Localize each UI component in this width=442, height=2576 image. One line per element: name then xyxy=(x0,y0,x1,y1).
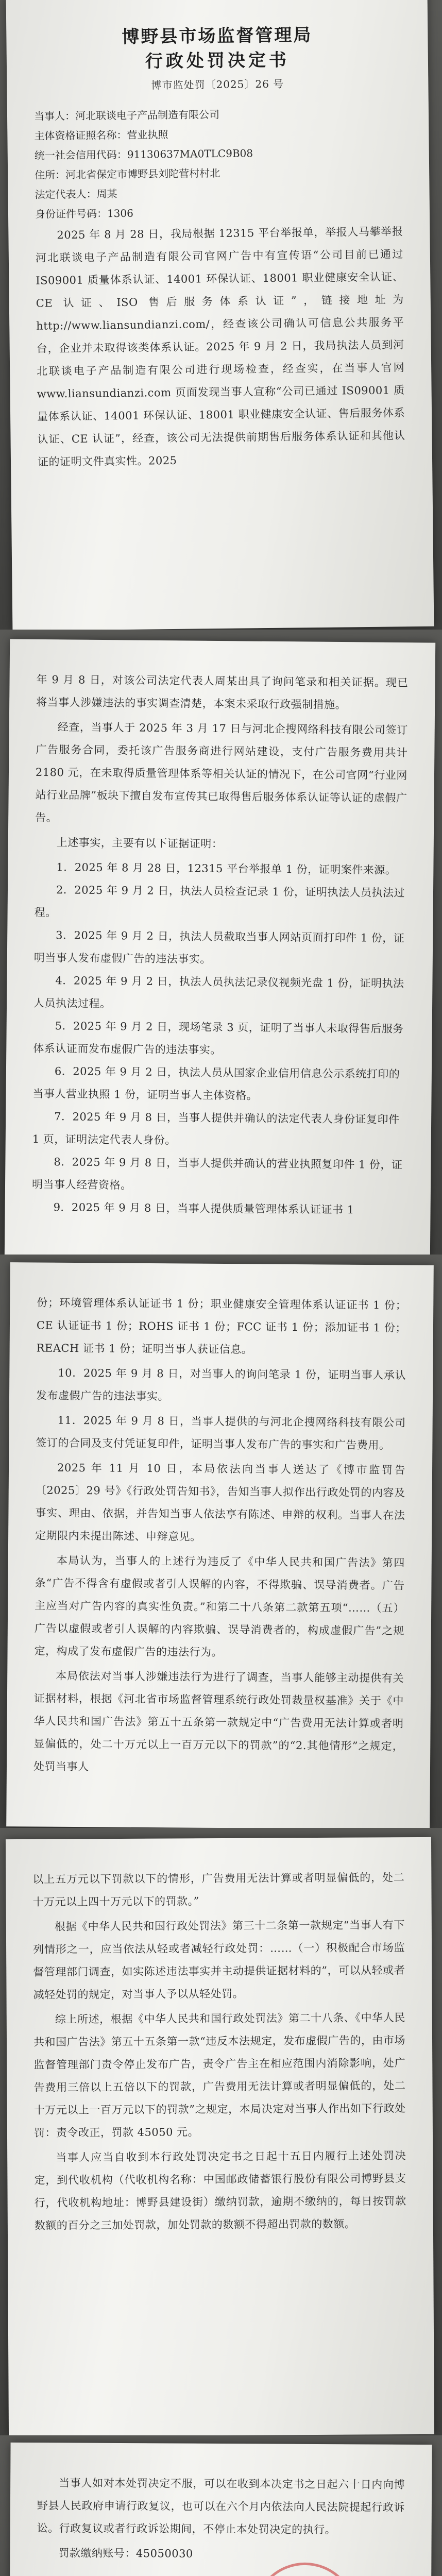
evidence-item: 5．2025 年 9 月 2 日，现场笔录 3 页，证明了当事人未取得售后服务体系认证而发布虚假广告的违法事实。 xyxy=(33,1020,404,1057)
document-page-4 xyxy=(0,1828,442,2435)
case-paragraph: 2025 年 11 月 10 日，本局依法向当事人送达了《博市监罚告〔2025〕29 号》《行政处罚告知书》，告知当事人拟作出行政处罚的内容及事实、理由、依据，并告知当事人依法享有陈述、申辩的权利。当事人在法定期限内未提出陈述、申辩意见。 xyxy=(35,1461,406,1543)
party-id-number: 身份证件号码：1306 xyxy=(35,207,134,221)
document-header xyxy=(33,22,401,93)
case-paragraph: 根据《中华人民共和国行政处罚法》第三十二条第一款规定“当事人有下列情形之一，应当依法从轻或者减轻行政处罚：……（一）积极配合市场监督管理部门调查，如实陈述违法事实并主动提供证据材料的”，可以从轻或者减轻处罚的规定，对当事人予以从轻处罚。 xyxy=(33,1919,405,2001)
party-credit-code: 统一社会信用代码：91130637MA0TLC9B08 xyxy=(34,147,253,162)
case-paragraph: 本局依法对当事人涉嫌违法行为进行了调查，当事人能够主动提供有关证据材料，根据《河北省市场监督管理系统行政处罚裁量权基准》关于《中华人民共和国广告法》第五十五条第一款规定中“广告费用无法计算或者明显偏低的，处二十万元以上一百万元以下的罚款”的“2.其他情形”之规定，处罚当事人 xyxy=(33,1669,404,1773)
document-page-3 xyxy=(0,1255,442,1828)
evidence-list xyxy=(31,856,406,1222)
evidence-item: 4．2025 年 9 月 2 日，执法人员执法记录仪视频光盘 1 份，证明执法人员执法过程。 xyxy=(33,974,404,1010)
party-legal-rep: 法定代表人：周某 xyxy=(35,188,117,201)
paper-sheet xyxy=(5,639,435,1255)
evidence-item: 2．2025 年 9 月 2 日，执法人员检查记录 1 份，证明执法人员执法过程。 xyxy=(34,884,405,919)
case-paragraph: 当事人应当自收到本行政处罚决定书之日起十五日内履行上述处罚决定，到代收机构（代收机构名称：中国邮政储蓄银行股份有限公司博野县支行，代收机构地址：博野县建设街）缴纳罚款，逾期不缴纳的，每日按罚款数额的百分之三加处罚款，加处罚款的数额不得超出罚款的数额。 xyxy=(34,2149,406,2232)
evidence-item: 8．2025 年 9 月 8 日，当事人提供并确认的营业执照复印件 1 份，证明当事人经营资格。 xyxy=(31,1156,403,1192)
evidence-item: 3．2025 年 9 月 2 日，执法人员截取当事人网站页面打印件 1 份，证明当事人发布虚假广告的违法事实。 xyxy=(33,929,405,965)
case-paragraph: 经查，当事人于 2025 年 3 月 17 日与河北企搜网络科技有限公司签订广告服务合同，委托该广告服务商进行网站建设，支付广告服务费用共计 2180 元，在未取得质量管理体系等相关认证的情况下，在公司官网“行业网站行业品牌”板块下擅自发布宣传其已取得售后服务体系认证等认证的虚假广告。 xyxy=(35,721,408,824)
paper-sheet xyxy=(6,0,434,630)
party-license-type: 主体资格证照名称：营业执照 xyxy=(34,128,168,142)
case-paragraph: 10．2025 年 9 月 8 日，对当事人的询问笔录 1 份，证明当事人承认发布虚假广告的违法事实。 xyxy=(36,1366,406,1403)
evidence-item: 9．2025 年 9 月 8 日，当事人提供质量管理体系认证证书 1 xyxy=(53,1201,354,1216)
case-paragraph: 2025 年 8 月 28 日，我局根据 12315 平台举报单，举报人马攀举报河北联谈电子产品制造有限公司官网广告中有宣传语“公司目前已通过 IS09001 质量体系认证、14001 环保认证、18001 职业健康安全认证、CE 认证、ISO 售后服务体系认证”，链接地址为 http://www.liansundianzi.com/，经查该公司确认可信息公共服务平台，企业并未取得该类体系认证。2025 年 9 月 2 日，我局执法人员到河北联谈电子产品制造有限公司进行现场检查，经查实，在当事人官网 www.liansundianzi.com 页面发现当事人宣称“公司已通过 IS09001 质量体系认证、14001 环保认证、18001 职业健康安全认证、售后服务体系认证、CE 认证”，经查，该公司无法提供前期售后服务体系认证和其他认证的证明文件真实性。2025 xyxy=(35,225,405,468)
evidence-item: 6．2025 年 9 月 2 日，执法人员从国家企业信用信息公示系统打印的当事人营业执照 1 份，证明当事人主体资格。 xyxy=(32,1065,400,1102)
case-paragraph: 11．2025 年 9 月 8 日，当事人提供的与河北企搜网络科技有限公司签订的合同及支付凭证复印件，证明当事人发布广告的事实和广告费用。 xyxy=(36,1414,406,1452)
document-page-5 xyxy=(0,2435,442,2576)
document-page-1 xyxy=(0,0,442,630)
case-paragraph: 综上所述，根据《中华人民共和国行政处罚法》第二十八条、《中华人民共和国广告法》第五十五条第一款“违反本法规定，发布虚假广告的，由市场监督管理部门责令停止发布广告，责令广告主在相应范围内消除影响，处广告费用三倍以上五倍以下的罚款，广告费用无法计算或者明显偏低的，处二十万元以上一百万元以下的罚款”之规定，本局决定对当事人作出如下行政处罚：责令改正，罚款 45050 元。 xyxy=(33,2011,406,2139)
paper-sheet xyxy=(6,1262,434,1828)
case-paragraph: 年 9 月 8 日，对该公司法定代表人周某出具了询问笔录和相关证据。现已将当事人涉嫌违法的事实调查清楚，本案未采取行政强制措施。 xyxy=(36,673,409,711)
paper-sheet xyxy=(8,2443,432,2576)
evidence-item: 7．2025 年 9 月 8 日，当事人提供并确认的法定代表人身份证复印件 1 页，证明法定代表人身份。 xyxy=(32,1110,400,1147)
case-paragraph: 以上五万元以下罚款以下的情形，广告费用无法计算或者明显偏低的，处二十万元以上四十万元以下的罚款。” xyxy=(32,1871,405,1908)
party-address: 住所：河北省保定市博野县刘陀营村村北 xyxy=(35,166,220,181)
party-name: 当事人：河北联谈电子产品制造有限公司 xyxy=(33,108,220,123)
document-page-2 xyxy=(0,630,442,1255)
party-info xyxy=(34,103,403,224)
document-title: 行政处罚决定书 xyxy=(145,49,290,72)
payment-account: 罚款缴纳账号：45050030 xyxy=(58,2547,193,2560)
case-paragraph: 本局认为，当事人的上述行为违反了《中华人民共和国广告法》第四条“广告不得含有虚假或者引人误解的内容，不得欺骗、误导消费者。广告主应当对广告内容的真实性负责。”和第二十八条第二款第五项“……（五）广告以虚假或者引人误解的内容欺骗、误导消费者的，构成虚假广告”之规定，构成了发布虚假广告的违法行为。 xyxy=(34,1554,405,1659)
case-paragraph: 当事人如对本处罚决定不服，可以在收到本决定书之日起六十日内向博野县人民政府申请行政复议，也可以在六个月内依法向人民法院提起行政诉讼。行政复议或者行政诉讼期间，不停止本处罚决定的执行。 xyxy=(37,2477,405,2536)
case-paragraph: 上述事实，主要有以下证据证明： xyxy=(56,836,223,851)
evidence-item: 1．2025 年 8 月 28 日，12315 平台举报单 1 份，证明案件来源。 xyxy=(56,861,397,876)
paper-sheet xyxy=(6,1837,434,2435)
document-number: 博市监处罚〔2025〕26 号 xyxy=(151,77,284,92)
case-paragraph: 份；环境管理体系认证证书 1 份；职业健康安全管理体系认证证书 1 份；CE 认证证书 1 份；ROHS 证书 1 份；FCC 证书 1 份；添加证书 1 份；REACH 证书 1 份；证明当事人获证信息。 xyxy=(36,1296,407,1356)
agency-name: 博野县市场监督管理局 xyxy=(122,25,313,47)
